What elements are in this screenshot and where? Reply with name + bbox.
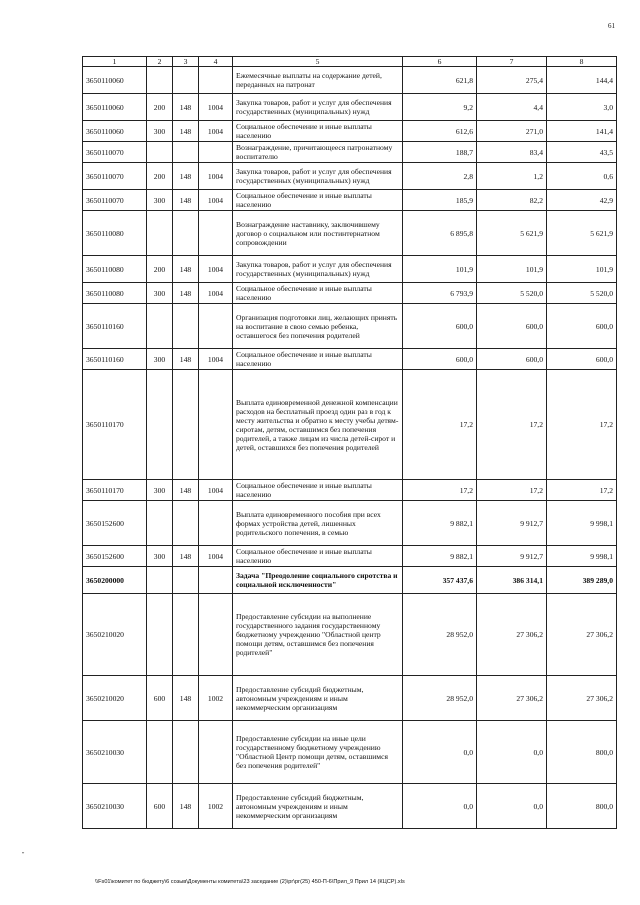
amount-year-2: 600,0 (477, 304, 547, 349)
ministry-code (173, 594, 199, 676)
item-description: Закупка товаров, работ и услуг для обеспечения государственных (муниципальных) нужд (233, 94, 403, 121)
section-code (199, 304, 233, 349)
kcsr-code: 3650110160 (83, 304, 147, 349)
table-row (83, 546, 617, 567)
kcsr-code: 3650110060 (83, 121, 147, 142)
expense-type: 300 (147, 121, 173, 142)
amount-year-2: 27 306,2 (477, 594, 547, 676)
column-number: 3 (173, 57, 199, 67)
amount-year-2: 5 621,9 (477, 211, 547, 256)
amount-year-2: 5 520,0 (477, 283, 547, 304)
table-row (83, 370, 617, 480)
item-description: Социальное обеспечение и иные выплаты населению (233, 121, 403, 142)
kcsr-code: 3650210030 (83, 721, 147, 784)
column-number: 2 (147, 57, 173, 67)
table-row (83, 480, 617, 501)
table-row (83, 163, 617, 190)
page-number: 61 (608, 22, 615, 30)
item-description: Предоставление субсидии на иные цели государственному бюджетному учреждению "Областной Центр помощи детям, оставшимся без попечения родителей" (233, 721, 403, 784)
amount-year-3: 600,0 (547, 349, 617, 370)
kcsr-code: 3650110060 (83, 94, 147, 121)
item-description: Задача "Преодоление социального сиротства и социальной исключенности" (233, 567, 403, 594)
amount-year-3: 9 998,1 (547, 546, 617, 567)
column-number: 1 (83, 57, 147, 67)
section-code (199, 501, 233, 546)
section-code: 1004 (199, 546, 233, 567)
table-row (83, 190, 617, 211)
table-row (83, 121, 617, 142)
kcsr-code: 3650110080 (83, 211, 147, 256)
item-description: Социальное обеспечение и иные выплаты населению (233, 546, 403, 567)
amount-year-1: 185,9 (403, 190, 477, 211)
section-code (199, 67, 233, 94)
section-code: 1002 (199, 676, 233, 721)
amount-year-2: 271,0 (477, 121, 547, 142)
kcsr-code: 3650110170 (83, 370, 147, 480)
amount-year-2: 101,9 (477, 256, 547, 283)
section-code (199, 721, 233, 784)
table-row (83, 304, 617, 349)
amount-year-3: 0,6 (547, 163, 617, 190)
amount-year-2: 275,4 (477, 67, 547, 94)
section-code: 1004 (199, 349, 233, 370)
kcsr-code: 3650110060 (83, 67, 147, 94)
section-code: 1004 (199, 121, 233, 142)
ministry-code: 148 (173, 676, 199, 721)
section-code (199, 567, 233, 594)
item-description: Выплата единовременного пособия при всех формах устройства детей, лишенных родительского попечения, в семью (233, 501, 403, 546)
amount-year-3: 27 306,2 (547, 594, 617, 676)
amount-year-3: 5 621,9 (547, 211, 617, 256)
item-description: Закупка товаров, работ и услуг для обеспечения государственных (муниципальных) нужд (233, 163, 403, 190)
ministry-code: 148 (173, 480, 199, 501)
expense-type (147, 304, 173, 349)
amount-year-3: 17,2 (547, 370, 617, 480)
amount-year-3: 43,5 (547, 142, 617, 163)
kcsr-code: 3650152600 (83, 501, 147, 546)
kcsr-code: 3650110160 (83, 349, 147, 370)
kcsr-code: 3650152600 (83, 546, 147, 567)
amount-year-1: 621,8 (403, 67, 477, 94)
amount-year-1: 612,6 (403, 121, 477, 142)
ministry-code: 148 (173, 190, 199, 211)
expense-type: 300 (147, 349, 173, 370)
amount-year-1: 9,2 (403, 94, 477, 121)
kcsr-code: 3650210030 (83, 784, 147, 829)
amount-year-2: 9 912,7 (477, 501, 547, 546)
section-code (199, 594, 233, 676)
amount-year-3: 389 289,0 (547, 567, 617, 594)
table-row (83, 256, 617, 283)
amount-year-3: 42,9 (547, 190, 617, 211)
table-row (83, 567, 617, 594)
amount-year-2: 0,0 (477, 721, 547, 784)
expense-type (147, 370, 173, 480)
amount-year-1: 357 437,6 (403, 567, 477, 594)
ministry-code (173, 501, 199, 546)
item-description: Организация подготовки лиц, желающих принять на воспитание в свою семью ребенка, оставшегося без попечения родителей (233, 304, 403, 349)
amount-year-2: 17,2 (477, 480, 547, 501)
amount-year-1: 600,0 (403, 304, 477, 349)
section-code: 1004 (199, 256, 233, 283)
expense-type: 200 (147, 163, 173, 190)
amount-year-1: 2,8 (403, 163, 477, 190)
amount-year-1: 0,0 (403, 784, 477, 829)
kcsr-code: 3650110070 (83, 190, 147, 211)
amount-year-3: 17,2 (547, 480, 617, 501)
section-code: 1004 (199, 283, 233, 304)
ministry-code: 148 (173, 121, 199, 142)
amount-year-2: 4,4 (477, 94, 547, 121)
item-description: Вознаграждение наставнику, заключившему договор о социальном или постинтернатном сопровождении (233, 211, 403, 256)
section-code (199, 370, 233, 480)
expense-type: 300 (147, 480, 173, 501)
amount-year-3: 9 998,1 (547, 501, 617, 546)
amount-year-1: 9 882,1 (403, 546, 477, 567)
expense-type: 200 (147, 94, 173, 121)
section-code: 1004 (199, 190, 233, 211)
kcsr-code: 3650110080 (83, 283, 147, 304)
ministry-code (173, 304, 199, 349)
expense-type: 600 (147, 784, 173, 829)
table-row (83, 676, 617, 721)
amount-year-3: 101,9 (547, 256, 617, 283)
item-description: Социальное обеспечение и иные выплаты населению (233, 190, 403, 211)
table-row (83, 211, 617, 256)
expense-type: 300 (147, 546, 173, 567)
kcsr-code: 3650110170 (83, 480, 147, 501)
item-description: Предоставление субсидий бюджетным, автономным учреждениям и иным некоммерческим организациям (233, 784, 403, 829)
expense-type (147, 567, 173, 594)
item-description: Социальное обеспечение и иные выплаты населению (233, 283, 403, 304)
expense-type (147, 501, 173, 546)
section-code (199, 211, 233, 256)
item-description: Предоставление субсидий бюджетным, автономным учреждениям и иным некоммерческим организациям (233, 676, 403, 721)
expense-type (147, 142, 173, 163)
kcsr-code: 3650210020 (83, 594, 147, 676)
column-number: 6 (403, 57, 477, 67)
amount-year-1: 6 895,8 (403, 211, 477, 256)
ministry-code: 148 (173, 163, 199, 190)
amount-year-2: 27 306,2 (477, 676, 547, 721)
amount-year-2: 83,4 (477, 142, 547, 163)
kcsr-code: 3650210020 (83, 676, 147, 721)
amount-year-1: 0,0 (403, 721, 477, 784)
item-description: Выплата единовременной денежной компенсации расходов на бесплатный проезд один раз в год к месту жительства и обратно к месту учебы детям-сиротам, детям, оставшимся без попечения родителей, а также лицам из числа детей-сирот и детей, оставшихся без попечения родителей (233, 370, 403, 480)
item-description: Ежемесячные выплаты на содержание детей, переданных на патронат (233, 67, 403, 94)
amount-year-3: 144,4 (547, 67, 617, 94)
table-row (83, 94, 617, 121)
amount-year-1: 28 952,0 (403, 676, 477, 721)
section-code: 1004 (199, 480, 233, 501)
amount-year-1: 9 882,1 (403, 501, 477, 546)
ministry-code: 148 (173, 349, 199, 370)
ministry-code: 148 (173, 546, 199, 567)
section-code (199, 142, 233, 163)
amount-year-1: 6 793,9 (403, 283, 477, 304)
column-number: 5 (233, 57, 403, 67)
amount-year-2: 17,2 (477, 370, 547, 480)
budget-table (82, 56, 617, 829)
expense-type: 600 (147, 676, 173, 721)
footer-file-path: \\Fs01\комитет по бюджету\6 созыв\Документы комитета\23 заседание (2)\рг\рг(25) 450-П-6\Прил_9 Прил 14 (КЦСР).xls (95, 879, 405, 885)
item-description: Предоставление субсидии на выполнение государственного задания государственному бюджетному учреждению "Областной центр помощи детям, оставшимся без попечения родителей" (233, 594, 403, 676)
amount-year-2: 82,2 (477, 190, 547, 211)
amount-year-1: 17,2 (403, 370, 477, 480)
amount-year-1: 600,0 (403, 349, 477, 370)
table-row (83, 721, 617, 784)
ministry-code (173, 211, 199, 256)
item-description: Социальное обеспечение и иные выплаты населению (233, 480, 403, 501)
kcsr-code: 3650110080 (83, 256, 147, 283)
item-description: Вознаграждение, причитающееся патронатному воспитателю (233, 142, 403, 163)
ministry-code (173, 567, 199, 594)
amount-year-2: 1,2 (477, 163, 547, 190)
ministry-code: 148 (173, 784, 199, 829)
amount-year-3: 600,0 (547, 304, 617, 349)
ministry-code (173, 67, 199, 94)
amount-year-2: 0,0 (477, 784, 547, 829)
amount-year-1: 101,9 (403, 256, 477, 283)
amount-year-1: 28 952,0 (403, 594, 477, 676)
amount-year-3: 800,0 (547, 721, 617, 784)
column-number: 4 (199, 57, 233, 67)
amount-year-3: 800,0 (547, 784, 617, 829)
kcsr-code: 3650200000 (83, 567, 147, 594)
expense-type (147, 594, 173, 676)
expense-type: 300 (147, 283, 173, 304)
column-number-row (83, 57, 617, 67)
expense-type (147, 211, 173, 256)
expense-type: 200 (147, 256, 173, 283)
table-row (83, 283, 617, 304)
table-row (83, 784, 617, 829)
table-row (83, 594, 617, 676)
expense-type (147, 721, 173, 784)
ministry-code (173, 370, 199, 480)
expense-type (147, 67, 173, 94)
kcsr-code: 3650110070 (83, 142, 147, 163)
kcsr-code: 3650110070 (83, 163, 147, 190)
ministry-code: 148 (173, 256, 199, 283)
item-description: Закупка товаров, работ и услуг для обеспечения государственных (муниципальных) нужд (233, 256, 403, 283)
ministry-code: 148 (173, 94, 199, 121)
ministry-code (173, 142, 199, 163)
section-code: 1004 (199, 163, 233, 190)
amount-year-3: 5 520,0 (547, 283, 617, 304)
amount-year-2: 9 912,7 (477, 546, 547, 567)
column-number: 8 (547, 57, 617, 67)
ministry-code: 148 (173, 283, 199, 304)
amount-year-1: 17,2 (403, 480, 477, 501)
table-row (83, 67, 617, 94)
margin-mark: " (22, 852, 25, 858)
section-code: 1004 (199, 94, 233, 121)
amount-year-2: 386 314,1 (477, 567, 547, 594)
section-code: 1002 (199, 784, 233, 829)
amount-year-2: 600,0 (477, 349, 547, 370)
item-description: Социальное обеспечение и иные выплаты населению (233, 349, 403, 370)
table-row (83, 349, 617, 370)
amount-year-3: 3,0 (547, 94, 617, 121)
amount-year-1: 188,7 (403, 142, 477, 163)
table-row (83, 142, 617, 163)
amount-year-3: 141,4 (547, 121, 617, 142)
amount-year-3: 27 306,2 (547, 676, 617, 721)
ministry-code (173, 721, 199, 784)
column-number: 7 (477, 57, 547, 67)
table-row (83, 501, 617, 546)
expense-type: 300 (147, 190, 173, 211)
